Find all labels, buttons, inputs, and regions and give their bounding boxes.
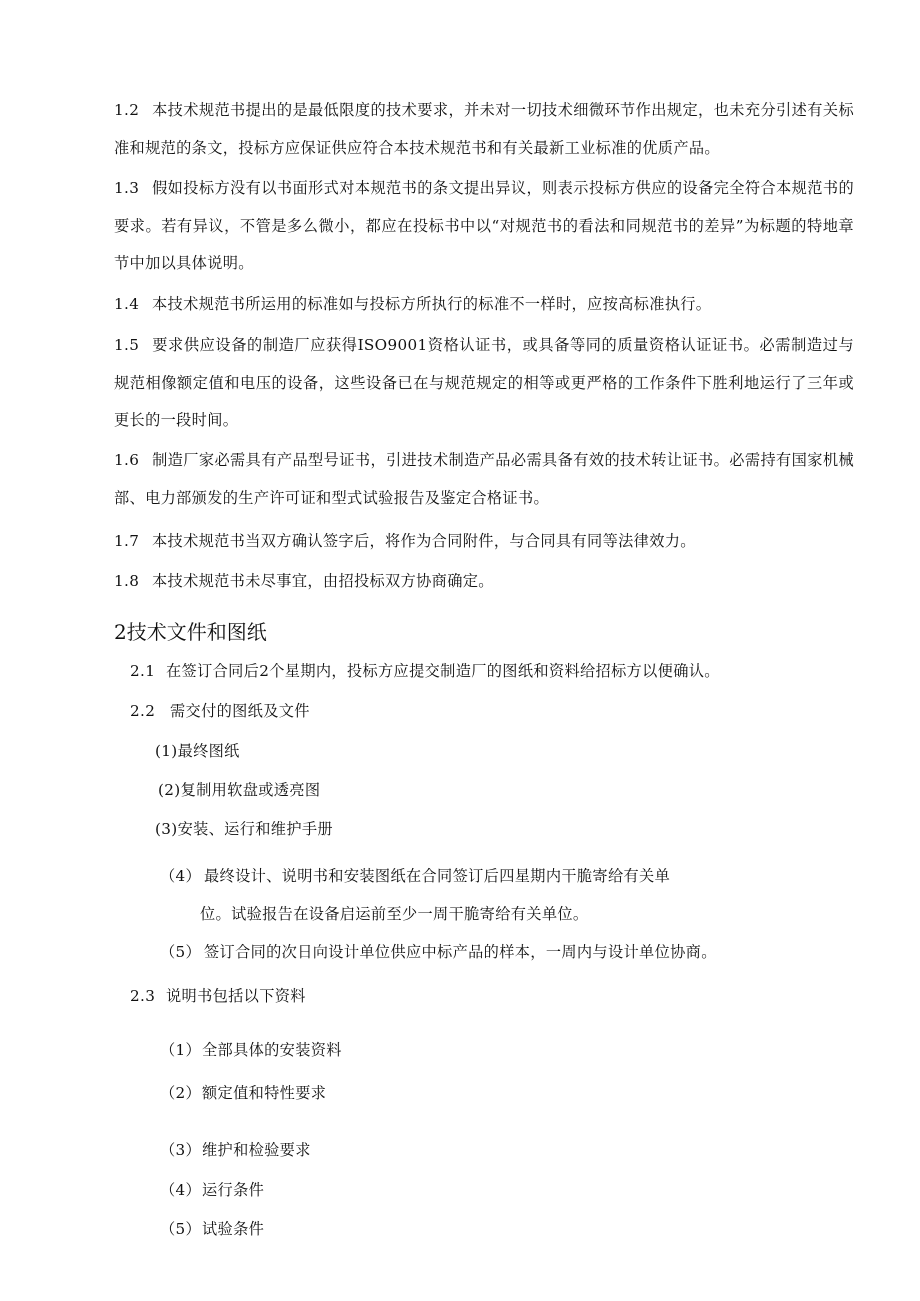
list-item-2-3-1: [160, 1039, 342, 1061]
item-2-3: [130, 985, 306, 1007]
clause-number: 2.2: [130, 702, 156, 720]
paragraph-1-3: [114, 170, 854, 283]
clause-number: 1.5: [114, 336, 140, 354]
list-item-2-3-3: [160, 1139, 311, 1161]
clause-number: 2.3: [130, 987, 156, 1005]
item-text: 全部具体的安装资料: [202, 1041, 342, 1059]
item-text: 额定值和特性要求: [202, 1084, 327, 1102]
list-item-2-2-1: (1)最终图纸: [155, 742, 240, 760]
item-text: 试验条件: [202, 1220, 265, 1238]
clause-number: 1.3: [114, 179, 140, 197]
item-number: （1）: [160, 1041, 202, 1059]
item-text: 签订合同的次日向设计单位供应中标产品的样本，一周内与设计单位协商。: [204, 943, 717, 961]
item-text: 最终设计、说明书和安装图纸在合同签订后四星期内干脆寄给有关单: [204, 867, 671, 885]
list-item-2-3-4: [160, 1179, 264, 1201]
clause-text: 本技术规范书提出的是最低限度的技术要求，并未对一切技术细微环节作出规定，也未充分引述有关标准和规范的条文，投标方应保证供应符合本技术规范书和有关最新工业标准的优质产品。: [114, 101, 854, 157]
item-2-1: [130, 660, 720, 682]
clause-text: 说明书包括以下资料: [166, 987, 306, 1005]
item-number: （5）: [160, 1220, 202, 1238]
clause-number: 2.1: [130, 662, 156, 680]
clause-text: 假如投标方没有以书面形式对本规范书的条文提出异议，则表示投标方供应的设备完全符合本规范书的要求。若有异议，不管是多么微小，都应在投标书中以“对规范书的看法和同规范书的差异”为标题的特地章节中加以具体说明。: [114, 179, 854, 272]
section-heading: 2技术文件和图纸: [114, 620, 267, 644]
list-item-2-2-4: [160, 865, 670, 887]
item-2-2: [130, 700, 310, 722]
paragraph-1-2: [114, 92, 854, 167]
item-number: （4）: [160, 867, 202, 885]
clause-number: 1.6: [114, 451, 140, 469]
item-number: （5）: [160, 943, 202, 961]
clause-text: 需交付的图纸及文件: [170, 702, 310, 720]
clause-number: 1.2: [114, 101, 140, 119]
clause-text: 要求供应设备的制造厂应获得ISO9001资格认证书，或具备等同的质量资格认证证书。必需制造过与规范相像额定值和电压的设备，这些设备已在与规范规定的相等或更严格的工作条件下胜利地运行了三年或更长的一段时间。: [114, 336, 854, 429]
clause-number: 1.4: [114, 295, 140, 313]
list-item-2-3-5: [160, 1218, 264, 1240]
item-number: （2）: [160, 1084, 202, 1102]
paragraph-1-4: [114, 286, 854, 324]
paragraph-1-6: [114, 442, 854, 517]
item-number: （4）: [160, 1181, 202, 1199]
paragraph-1-5: [114, 327, 854, 440]
clause-text: 本技术规范书未尽事宜，由招投标双方协商确定。: [152, 572, 494, 590]
list-item-2-2-4-continued: 位。试验报告在设备启运前至少一周干脆寄给有关单位。: [200, 905, 589, 923]
paragraph-1-8: [114, 563, 854, 601]
item-number: （3）: [160, 1141, 202, 1159]
clause-number: 1.8: [114, 572, 140, 590]
clause-text: 本技术规范书当双方确认签字后，将作为合同附件，与合同具有同等法律效力。: [152, 532, 696, 550]
clause-number: 1.7: [114, 532, 140, 550]
clause-text: 制造厂家必需具有产品型号证书，引进技术制造产品必需具备有效的技术转让证书。必需持有国家机械部、电力部颁发的生产许可证和型式试验报告及鉴定合格证书。: [114, 451, 854, 507]
clause-text: 本技术规范书所运用的标准如与投标方所执行的标准不一样时，应按高标准执行。: [152, 295, 712, 313]
list-item-2-2-2: (2)复制用软盘或透亮图: [158, 781, 321, 799]
clause-text: 在签订合同后2个星期内，投标方应提交制造厂的图纸和资料给招标方以便确认。: [166, 662, 720, 680]
list-item-2-2-3: (3)安装、运行和维护手册: [155, 820, 333, 838]
item-text: 维护和检验要求: [202, 1141, 311, 1159]
list-item-2-2-5: [160, 941, 717, 963]
item-text: 运行条件: [202, 1181, 265, 1199]
paragraph-1-7: [114, 523, 854, 561]
list-item-2-3-2: [160, 1082, 326, 1104]
